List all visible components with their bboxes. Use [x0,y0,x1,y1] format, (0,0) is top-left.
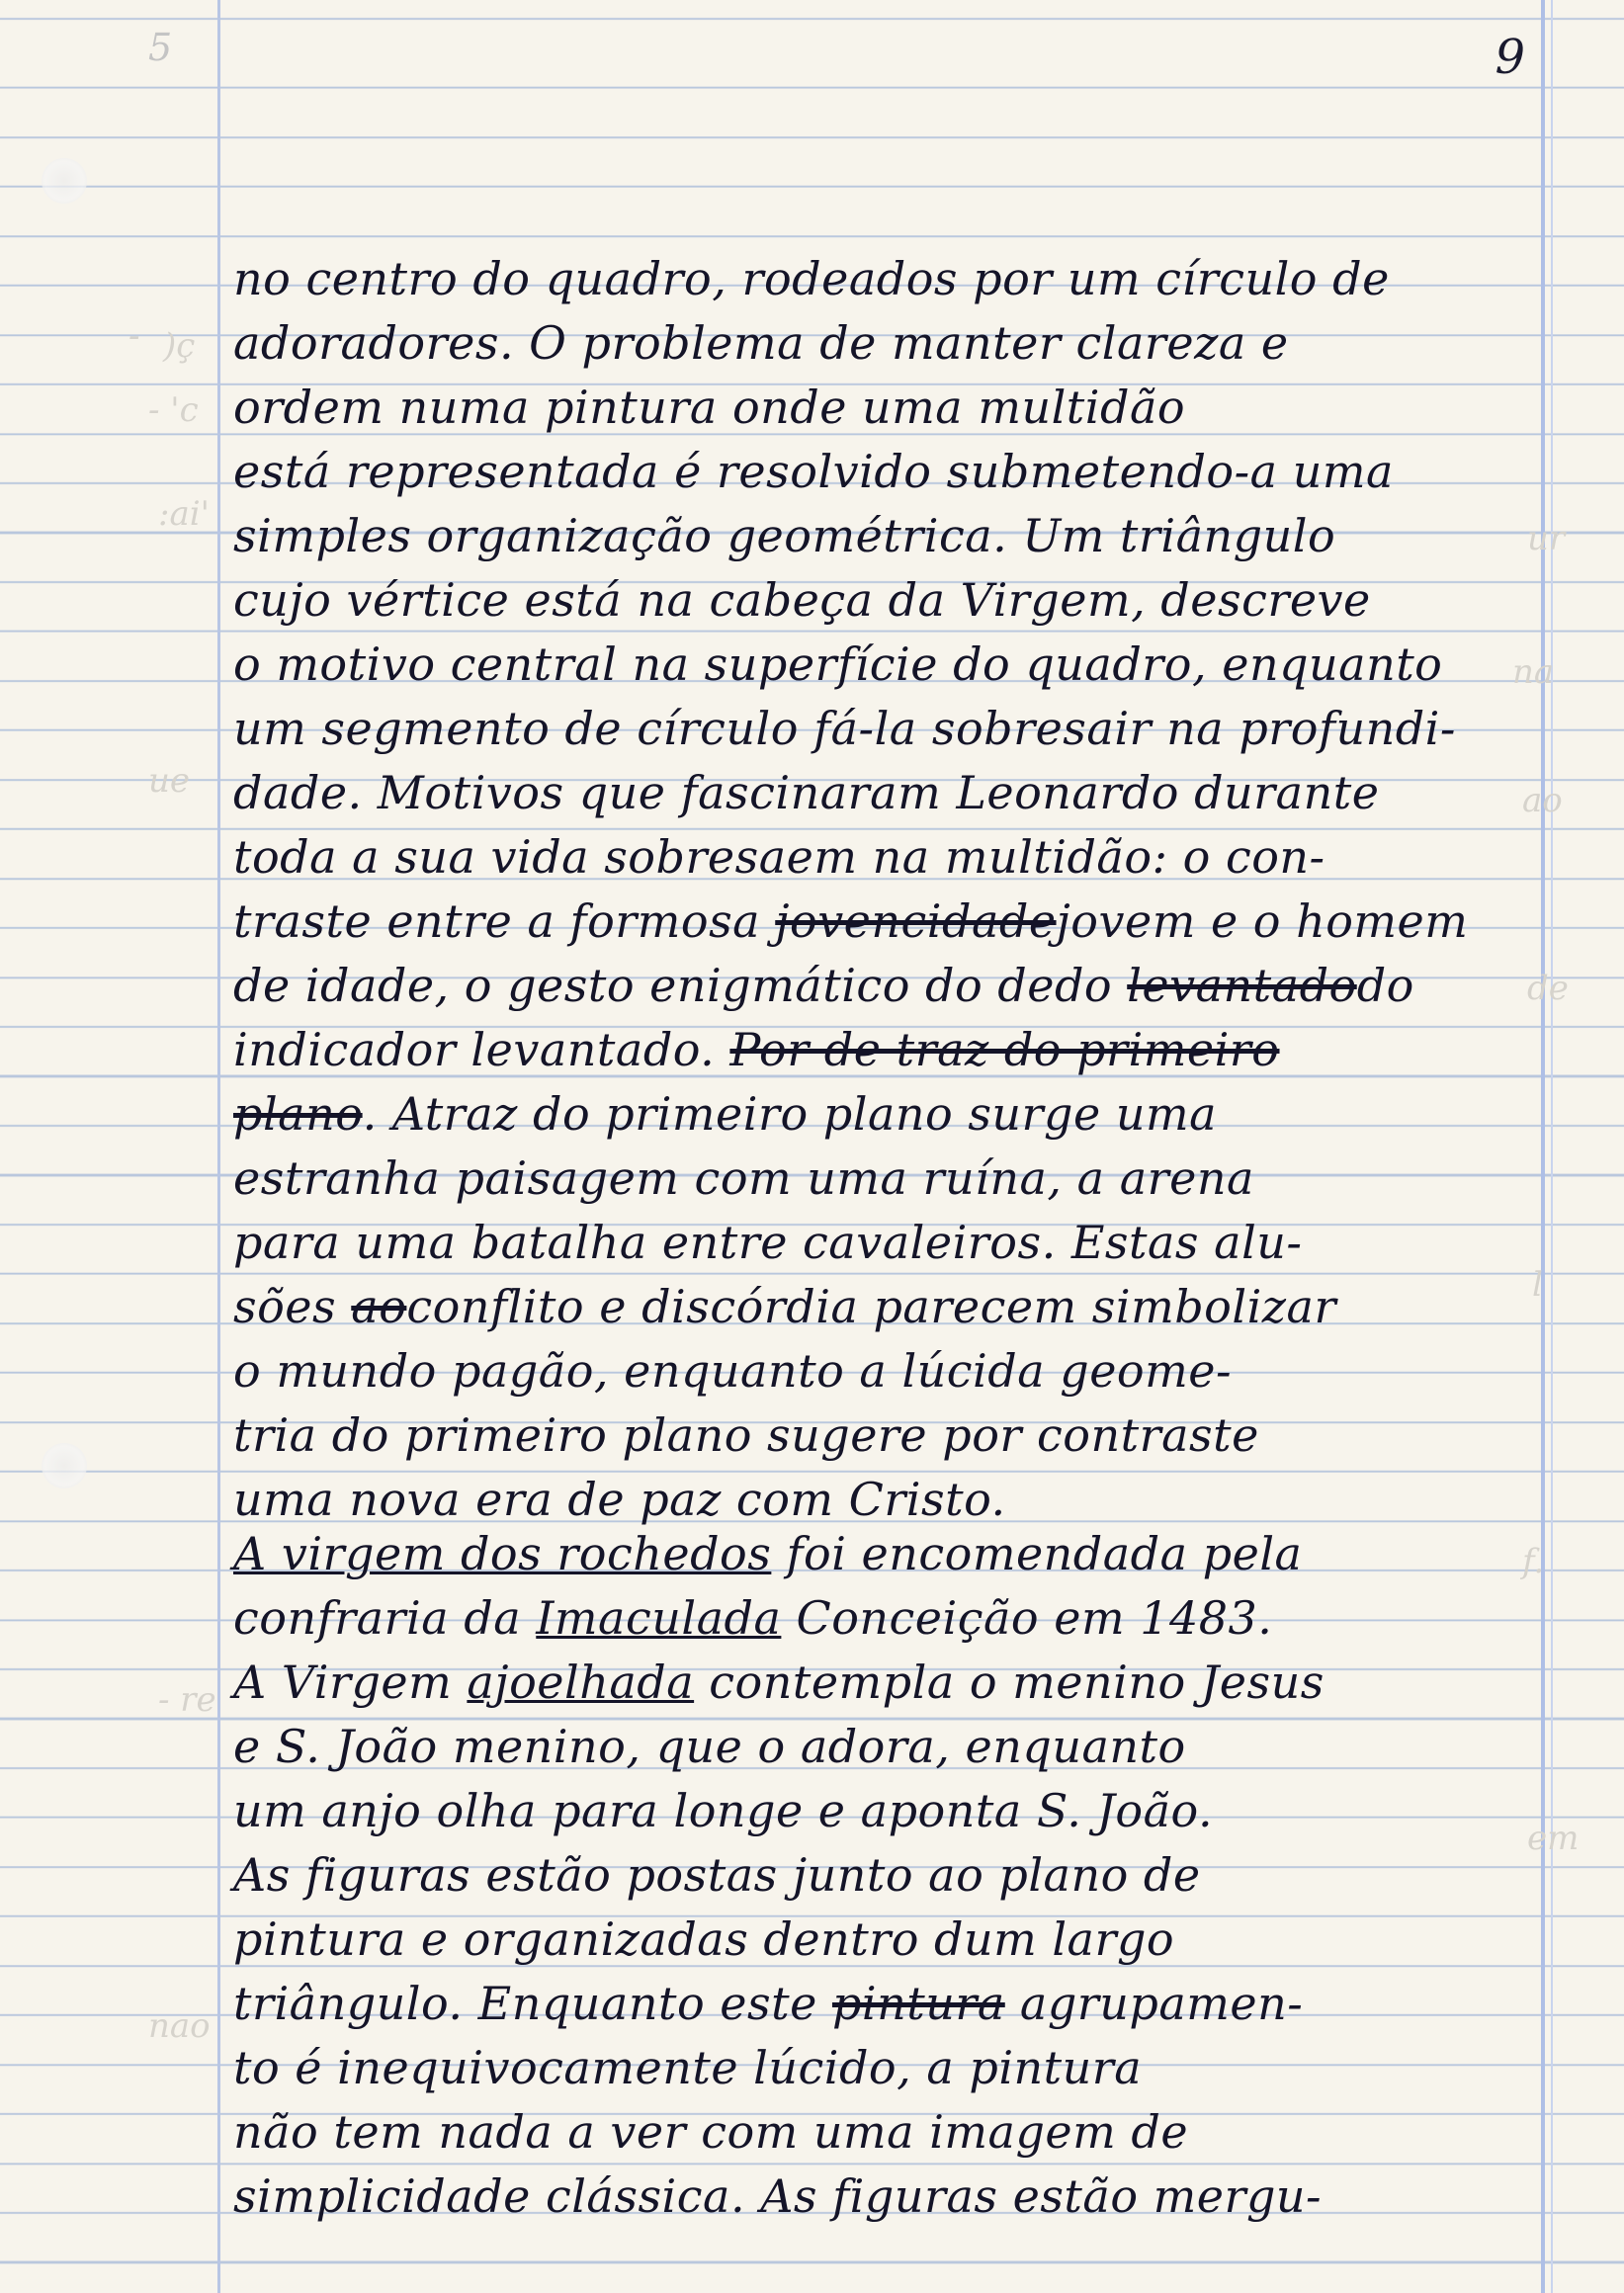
text-line-with-strike [233,954,1538,1018]
bleed-through-mark: - [128,316,140,356]
text-line [233,1651,1538,1715]
text-segment: triângulo. Enquanto este [233,1977,832,2030]
text-line: toda a sua vida sobresaem na multidão: o con- [233,830,1325,884]
text-segment: . Atraz do primeiro plano surge uma [362,1087,1217,1141]
text-segment: A Virgem [233,1656,468,1709]
artwork-title: A virgem dos rochedos [233,1527,772,1580]
right-edge-line [1541,0,1545,2293]
text-line: tria do primeiro plano sugere por contraste [233,1408,1259,1462]
struck-word: jovencidade [775,894,1057,948]
text-line: um segmento de círculo fá-la sobresair na profundi- [233,702,1456,755]
text-line: As figuras estão postas junto ao plano de [233,1848,1201,1902]
text-segment: do [1356,959,1414,1012]
text-line: to é inequivocamente lúcido, a pintura [233,2041,1143,2094]
paragraph-1 [233,247,1538,1532]
text-line [233,1586,1538,1651]
text-segment: Conceição em 1483. [781,1591,1273,1645]
text-segment: de idade, o gesto enigmático do dedo [233,959,1128,1012]
struck-word: plano [233,1087,363,1141]
bleed-through-mark: l [1532,1265,1543,1305]
text-segment: agrupamen- [1004,1977,1304,2030]
text-line-with-title [233,1522,1538,1586]
text-line: ordem numa pintura onde uma multidão [233,381,1186,434]
underlined-word: Imaculada [536,1591,782,1645]
text-line: estranha paisagem com uma ruína, a arena [233,1151,1254,1205]
text-line-with-strike [233,1275,1538,1339]
struck-word: levantado [1127,959,1357,1012]
struck-phrase: Por de traz do primeiro [729,1023,1280,1076]
page-number: 9 [1495,30,1525,85]
text-line: o motivo central na superfície do quadro, enquanto [233,637,1443,691]
text-line: está representada é resolvido submetendo-a uma [233,445,1394,498]
bleed-through-mark: ur [1527,519,1566,558]
text-segment: contempla o menino Jesus [694,1656,1325,1709]
text-line: cujo vértice está na cabeça da Virgem, descreve [233,573,1371,627]
text-line-with-strike [233,890,1538,954]
text-line: no centro do quadro, rodeados por um círculo de [233,252,1390,305]
bleed-through-mark: f. [1522,1542,1545,1581]
text-segment: jovem e o homem [1056,894,1469,948]
bleed-through-mark: - 'c [148,390,199,430]
text-segment: conflito e discórdia parecem simbolizar [406,1280,1336,1333]
text-line: um anjo olha para longe e aponta S. João. [233,1784,1214,1837]
punch-hole [42,1443,87,1488]
text-segment: confraria da [233,1591,537,1645]
text-line-with-strike [233,1972,1538,2036]
bleed-through-mark: na [1512,652,1555,692]
bleed-through-mark: :ai' [158,494,210,534]
bleed-through-mark: de [1527,969,1569,1008]
text-line-with-strike [233,1018,1538,1082]
bleed-through-mark: ao [1522,781,1563,820]
text-line: pintura e organizadas dentro dum largo [233,1912,1175,1966]
margin-line [217,0,220,2293]
text-line: uma nova era de paz com Cristo. [233,1473,1006,1526]
right-edge-line-secondary [1551,0,1553,2293]
text-segment: foi encomendada pela [771,1527,1303,1580]
bleed-through-mark: em [1527,1819,1580,1858]
text-segment: traste entre a formosa [233,894,776,948]
bleed-through-mark: nao [148,2006,211,2046]
text-line: o mundo pagão, enquanto a lúcida geome- [233,1344,1233,1398]
text-line: para uma batalha entre cavaleiros. Estas alu- [233,1216,1303,1269]
paragraph-2 [233,1522,1538,2229]
corner-mark: 5 [148,26,173,69]
text-line-with-strike [233,1082,1538,1146]
struck-word: ao [351,1280,407,1333]
text-line: não tem nada a ver com uma imagem de [233,2105,1189,2159]
bleed-through-mark: - re [158,1680,216,1720]
text-line: adoradores. O problema de manter clareza e [233,316,1289,370]
text-line: dade. Motivos que fascinaram Leonardo durante [233,766,1380,819]
text-line: e S. João menino, que o adora, enquanto [233,1720,1186,1773]
text-segment: sões [233,1280,352,1333]
punch-hole [42,158,87,204]
text-line: simplicidade clássica. As figuras estão mergu- [233,2169,1323,2223]
struck-word: pintura [831,1977,1005,2030]
text-line: simples organização geométrica. Um triângulo [233,509,1336,562]
underlined-word: ajoelhada [467,1656,695,1709]
bleed-through-mark: ue [148,761,191,801]
bleed-through-mark: )ç [163,326,196,366]
text-segment: indicador levantado. [233,1023,730,1076]
